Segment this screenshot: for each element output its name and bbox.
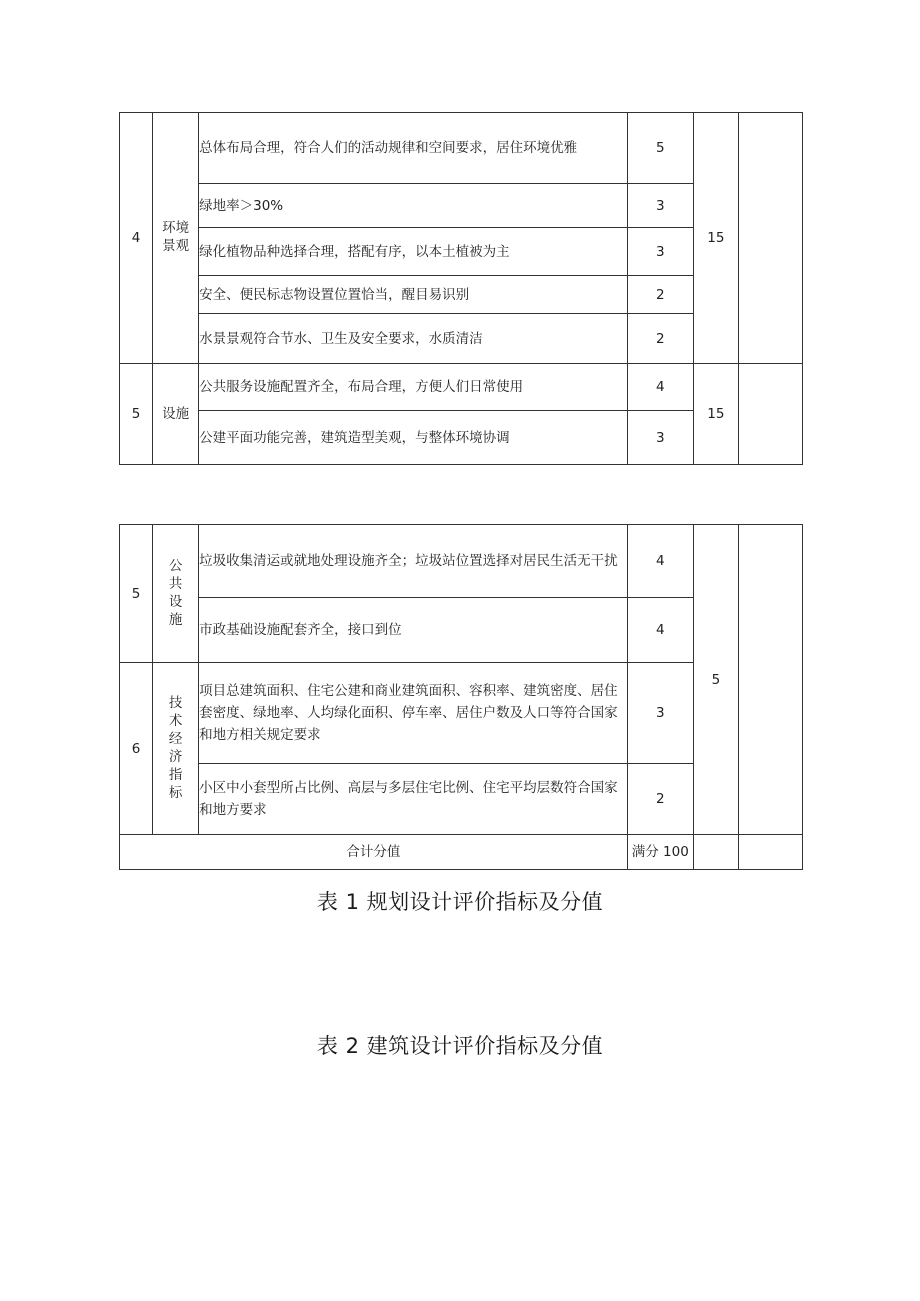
total-row: [120, 835, 803, 870]
remark-cell: [738, 113, 802, 364]
criterion-points: 2: [627, 314, 693, 364]
category-label: 技术经济指标: [168, 694, 183, 801]
table-row: [120, 364, 803, 411]
table-row: [120, 113, 803, 184]
criterion-text: 绿地率＞30%: [199, 184, 628, 228]
subtotal-points: 15: [693, 113, 738, 364]
category-cell: [153, 525, 199, 663]
criterion-text: 绿化植物品种选择合理，搭配有序，以本土植被为主: [199, 228, 628, 276]
criterion-points: 4: [627, 525, 693, 598]
criterion-points: 3: [627, 411, 693, 465]
category-label: 环境景观: [162, 220, 190, 254]
category-cell: [153, 663, 199, 835]
criterion-text: 安全、便民标志物设置位置恰当，醒目易识别: [199, 276, 628, 314]
criterion-text: 水景景观符合节水、卫生及安全要求，水质清洁: [199, 314, 628, 364]
criterion-points: 5: [627, 113, 693, 184]
criterion-text: 项目总建筑面积、住宅公建和商业建筑面积、容积率、建筑密度、居住套密度、绿地率、人均绿化面积、停车率、居住户数及人口等符合国家和地方相关规定要求: [199, 663, 628, 764]
evaluation-table-part2: [119, 524, 803, 870]
category-label: 设施: [162, 406, 190, 422]
criterion-text: 小区中小套型所占比例、高层与多层住宅比例、住宅平均层数符合国家和地方要求: [199, 764, 628, 835]
total-value: 满分 100: [627, 835, 693, 870]
total-label: 合计分值: [120, 835, 628, 870]
criterion-points: 4: [627, 364, 693, 411]
criterion-text: 垃圾收集清运或就地处理设施齐全；垃圾站位置选择对居民生活无干扰: [199, 525, 628, 598]
category-cell: [153, 364, 199, 465]
criterion-points: 3: [627, 663, 693, 764]
item-number: 4: [120, 113, 153, 364]
criterion-points: 2: [627, 276, 693, 314]
remark-cell: [738, 525, 802, 835]
criterion-points: 2: [627, 764, 693, 835]
item-number: 5: [120, 364, 153, 465]
item-number: 5: [120, 525, 153, 663]
subtotal-points: 5: [693, 525, 738, 835]
table-row: [120, 525, 803, 598]
criterion-text: 公建平面功能完善，建筑造型美观，与整体环境协调: [199, 411, 628, 465]
criterion-text: 公共服务设施配置齐全，布局合理，方便人们日常使用: [199, 364, 628, 411]
table2-caption: 表 2 建筑设计评价指标及分值: [316, 1034, 604, 1058]
table1-caption: 表 1 规划设计评价指标及分值: [316, 890, 604, 914]
criterion-text: 市政基础设施配套齐全，接口到位: [199, 598, 628, 663]
criterion-text: 总体布局合理，符合人们的活动规律和空间要求，居住环境优雅: [199, 113, 628, 184]
criterion-points: 3: [627, 184, 693, 228]
item-number: 6: [120, 663, 153, 835]
total-empty-cell: [693, 835, 738, 870]
subtotal-points: 15: [693, 364, 738, 465]
remark-cell: [738, 364, 802, 465]
criterion-points: 3: [627, 228, 693, 276]
evaluation-table-part1: [119, 112, 803, 465]
category-cell: [153, 113, 199, 364]
criterion-points: 4: [627, 598, 693, 663]
category-label: 公共设施: [168, 557, 183, 628]
remark-cell: [738, 835, 802, 870]
